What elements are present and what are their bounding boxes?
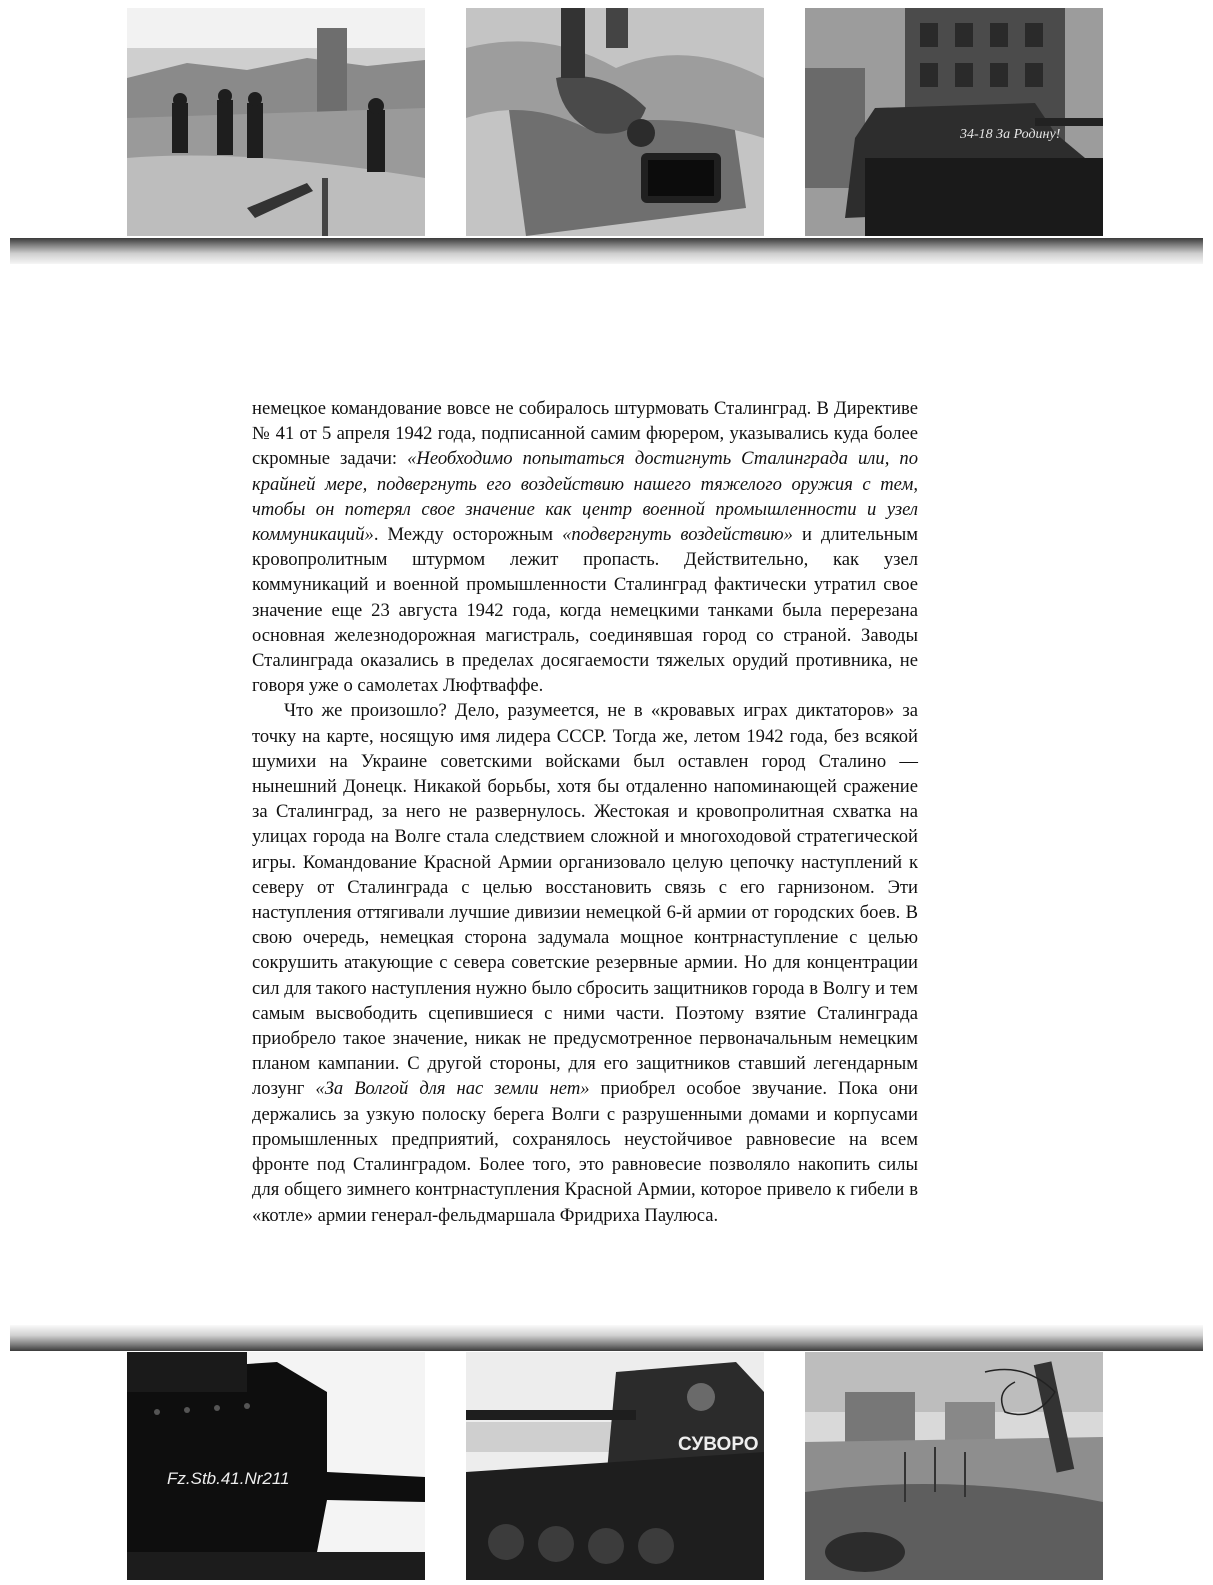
tank-hatch-soldier-photo: [466, 8, 764, 236]
tank-marking-text: Fz.Stb.41.Nr211: [167, 1469, 290, 1488]
body-text: . Между осторожным: [373, 524, 563, 546]
bottom-photo-strip: [0, 1352, 1213, 1582]
tank-inscription-text: 34-18 За Родину!: [960, 127, 1061, 142]
top-shadow-band: [10, 238, 1203, 264]
article-paragraph-1: [252, 396, 918, 698]
photo-tank-suvorov-icon: [466, 1352, 764, 1580]
photo-tank-silhouette-icon: [127, 1352, 425, 1580]
body-text: немецкое командование вовсе не собиралось штурмовать Сталинград. В Директиве № 41 от 5 апреля 1942 года, подписанной самим фюрером, указывались куда более скромные задачи:: [252, 398, 918, 470]
quote-text: «За Волгой для нас земли нет»: [315, 1078, 590, 1100]
tank-name-text: СУВОРО: [678, 1434, 759, 1455]
bottom-shadow-band: [10, 1325, 1203, 1351]
photo-tank-ruined-building-icon: [805, 8, 1103, 236]
article-paragraph-2: [252, 698, 918, 1227]
top-photo-strip: [0, 8, 1213, 238]
quote-text: «Необходимо попытаться достигнуть Сталинграда или, по крайней мере, подвергнуть его воздействию нашего тяжелого оружия с тем, чтобы он потерял свое значение как центр военной промышленности и узел коммуникаций»: [252, 448, 918, 546]
ruined-city-wire-photo: [805, 1352, 1103, 1580]
tank-silhouette-photo: [127, 1352, 425, 1580]
body-text: и длительным кровопролитным штурмом лежит пропасть. Действительно, как узел коммуникаций и военной промышленности Сталинград фактически утратил свое значение еще 23 августа 1942 года, когда немецкими танками была перерезана основная железнодорожная магистраль, соединявшая город со страной. Заводы Сталинграда оказались в пределах досягаемости тяжелых орудий противника, не говоря уже о самолетах Люфтваффе.: [252, 524, 918, 697]
quote-text: «подвергнуть воздействию»: [562, 524, 793, 546]
photo-ruins-barbed-wire-icon: [805, 1352, 1103, 1580]
soldiers-ruins-photo: [127, 8, 425, 236]
body-text: приобрел особое звучание. Пока они держались за узкую полоску берега Волги с разрушенными домами и корпусами промышленных предприятий, сохранялось неустойчивое равновесие на всем фронте под Сталинградом. Более того, это равновесие позволяло накопить силы для общего зимнего контрнаступления Красной Армии, которое привело к гибели в «котле» армии генерал-фельдмаршала Фридриха Паулюса.: [252, 1078, 918, 1226]
tank-suvorov-photo: [466, 1352, 764, 1580]
photo-tank-hatch-fallen-soldier-icon: [466, 8, 764, 236]
tank-za-rodinu-photo: [805, 8, 1103, 236]
article-text: [252, 396, 918, 1228]
body-text: Что же произошло? Дело, разумеется, не в «кровавых играх диктаторов» за точку на карте, носящую имя лидера СССР. Тогда же, летом 1942 года, без всякой шумихи на Украине советскими войсками был оставлен город Сталино — нынешний Донецк. Никакой борьбы, хотя бы отдаленно напоминающей сражение за Сталинград, за него не развернулось. Жестокая и кровопролитная схватка на улицах города на Волге стала следствием сложной и многоходовой стратегической игры. Командование Красной Армии организовало целую цепочку наступлений к северу от Сталинграда с целью восстановить связь с его гарнизоном. Эти наступления оттягивали лучшие дивизии немецкой 6-й армии от городских боев. В свою очередь, немецкая сторона задумала мощное контрнаступление с целью сокрушить атакующие с севера советские резервные армии. Но для концентрации сил для такого наступления нужно было сбросить защитников города в Волгу и тем самым высвободить сцепившиеся с ними части. Поэтому взятие Сталинграда приобрело такое значение, никак не предусмотренное первоначальным немецким планом кампании. С другой стороны, для его защитников ставший легендарным лозунг: [252, 700, 918, 1100]
photo-soldiers-walking-ruins-icon: [127, 8, 425, 236]
